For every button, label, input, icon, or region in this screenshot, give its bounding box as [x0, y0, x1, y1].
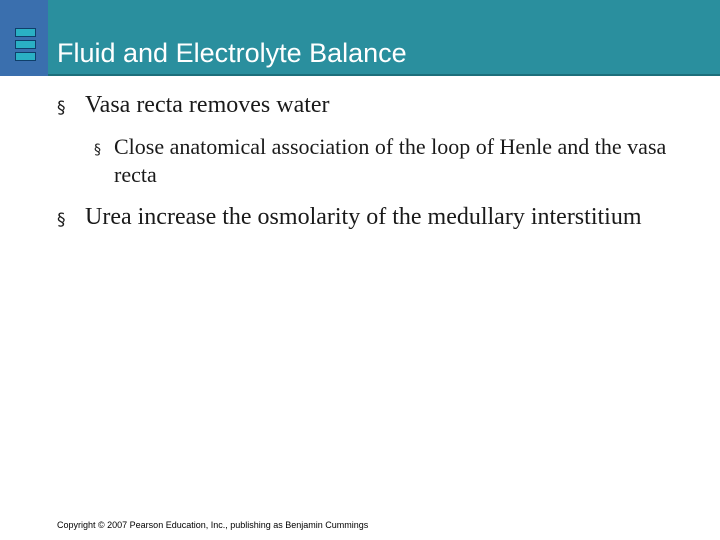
title-bar-rule: [0, 74, 720, 76]
bullet-text: Urea increase the osmolarity of the medullary interstitium: [85, 204, 642, 230]
logo-block-icon: [15, 28, 36, 37]
bullet-marker-icon: §: [94, 142, 101, 158]
bullet-item: [57, 90, 675, 121]
slide-title: Fluid and Electrolyte Balance: [57, 38, 407, 68]
copyright-footer: Copyright © 2007 Pearson Education, Inc., publishing as Benjamin Cummings: [57, 520, 369, 530]
bullet-text: Close anatomical association of the loop of Henle and the vasa recta: [114, 134, 667, 187]
sub-bullet-item: [94, 133, 694, 189]
logo-block-icon: [15, 52, 36, 61]
bullet-marker-icon: §: [57, 98, 66, 118]
bullet-item: [57, 202, 675, 233]
bullet-marker-icon: §: [57, 210, 66, 230]
slide-logo-icon: [0, 0, 48, 76]
logo-block-icon: [15, 40, 36, 49]
bullet-text: Vasa recta removes water: [85, 92, 330, 118]
